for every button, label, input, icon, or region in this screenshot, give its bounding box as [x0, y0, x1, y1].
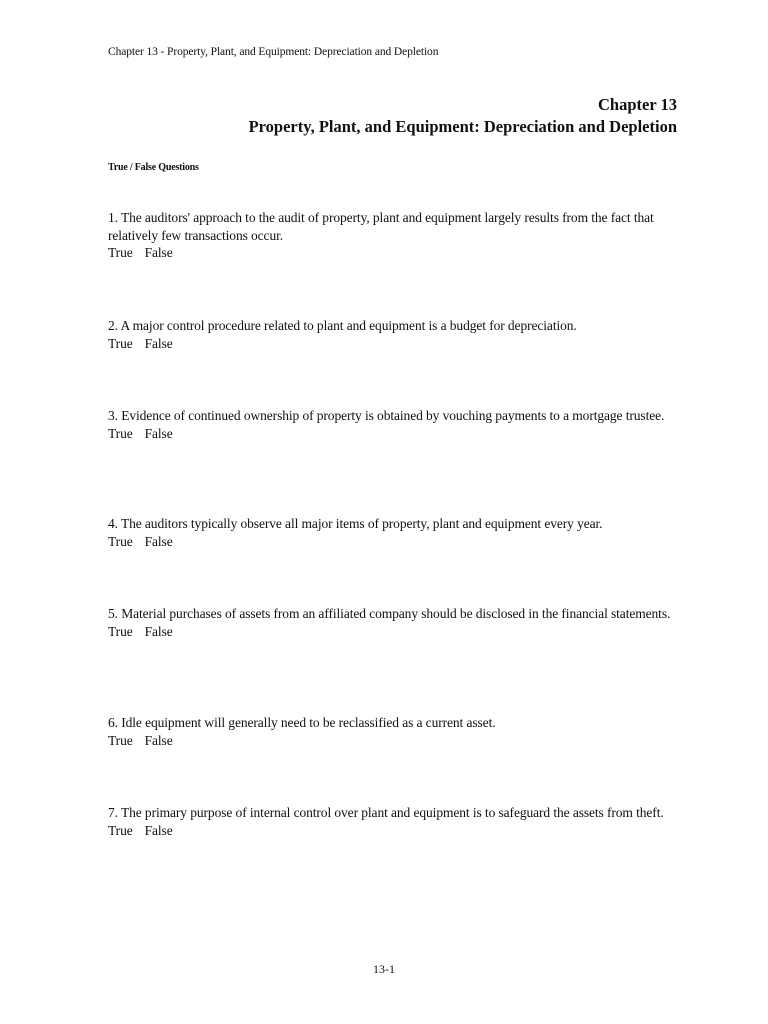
- answer-options: [108, 335, 688, 353]
- answer-options: [108, 623, 688, 641]
- question-4: [108, 515, 688, 550]
- page-number: 13-1: [373, 962, 395, 976]
- answer-false: False: [144, 245, 173, 260]
- chapter-title: Property, Plant, and Equipment: Depreciation and Depletion: [248, 117, 677, 136]
- answer-true: True: [108, 623, 133, 639]
- question-1: [108, 209, 688, 262]
- chapter-number: Chapter 13: [598, 95, 677, 114]
- running-header: Chapter 13 - Property, Plant, and Equipment: Depreciation and Depletion: [108, 46, 439, 58]
- question-6: [108, 714, 688, 749]
- answer-false: False: [144, 425, 173, 441]
- chapter-title-block: [249, 94, 677, 138]
- question-3: [108, 407, 688, 442]
- answer-false: False: [144, 623, 173, 639]
- answer-true: True: [108, 245, 133, 260]
- question-text: 3. Evidence of continued ownership of property is obtained by vouching payments to a mortgage trustee.: [108, 408, 665, 423]
- section-heading: True / False Questions: [108, 162, 199, 173]
- question-7: [108, 804, 688, 839]
- question-text: 4. The auditors typically observe all major items of property, plant and equipment every year.: [108, 516, 603, 531]
- question-2: [108, 317, 688, 352]
- answer-options: [108, 244, 688, 262]
- answer-options: [108, 533, 688, 551]
- question-text: 2. A major control procedure related to plant and equipment is a budget for depreciation.: [108, 318, 577, 333]
- question-text: 1. The auditors' approach to the audit of property, plant and equipment largely results from the fact that relatively few transactions occur.: [108, 210, 654, 243]
- answer-true: True: [108, 425, 133, 441]
- answer-false: False: [144, 822, 173, 838]
- answer-true: True: [108, 533, 133, 549]
- answer-true: True: [108, 822, 133, 838]
- question-5: [108, 605, 688, 640]
- answer-false: False: [144, 335, 173, 351]
- question-text: 7. The primary purpose of internal control over plant and equipment is to safeguard the assets from theft.: [108, 805, 664, 820]
- answer-true: True: [108, 732, 133, 748]
- answer-false: False: [144, 533, 173, 549]
- answer-true: True: [108, 335, 133, 351]
- answer-options: [108, 425, 688, 443]
- question-text: 6. Idle equipment will generally need to be reclassified as a current asset.: [108, 715, 496, 730]
- answer-options: [108, 822, 688, 840]
- answer-false: False: [144, 732, 173, 748]
- answer-options: [108, 732, 688, 750]
- question-text: 5. Material purchases of assets from an affiliated company should be disclosed in the financial statements.: [108, 606, 671, 621]
